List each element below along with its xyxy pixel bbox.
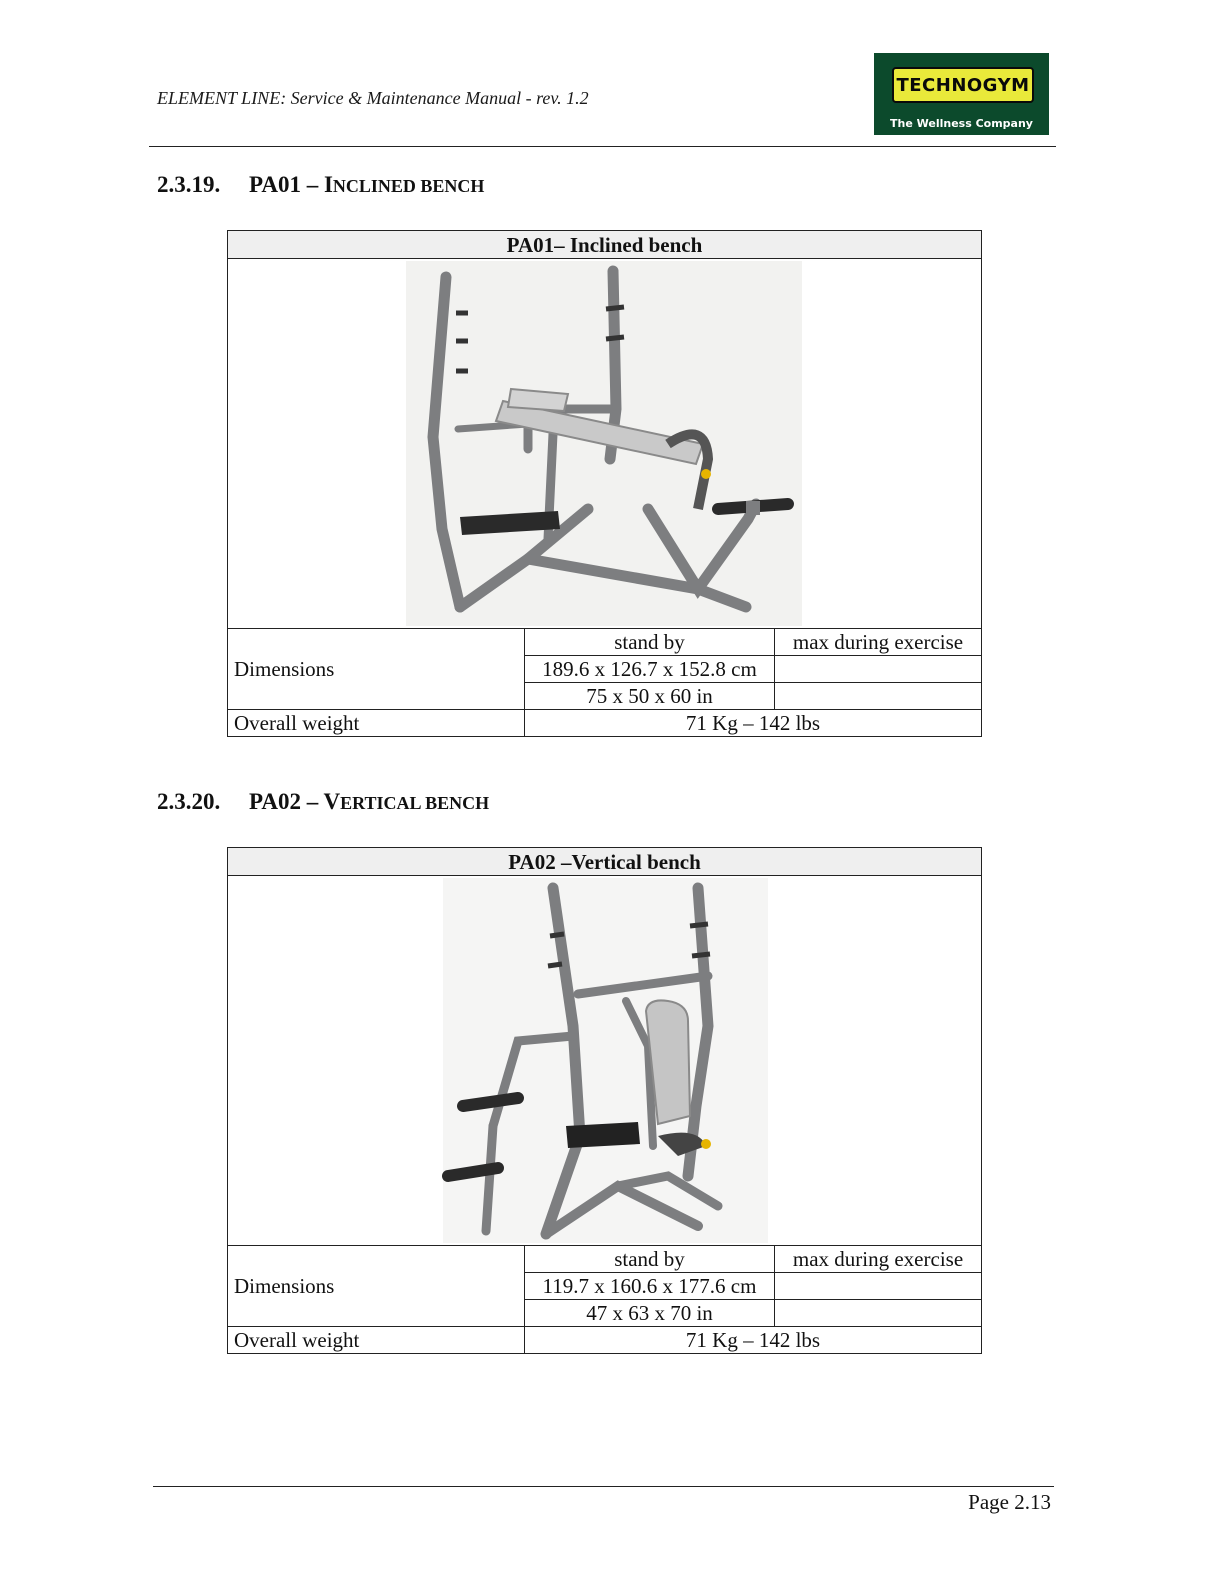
dimensions-label: Dimensions (228, 1246, 525, 1327)
weight-label: Overall weight (228, 710, 525, 737)
vertical-bench-illustration (228, 876, 980, 1245)
spec-table-pa01 (227, 230, 982, 737)
empty-cell (775, 656, 982, 683)
inclined-bench-illustration (228, 259, 980, 628)
header-divider (149, 146, 1056, 147)
col-standby-header: stand by (525, 1246, 775, 1273)
dimensions-cm-value: 119.7 x 160.6 x 177.6 cm (525, 1273, 775, 1300)
section-name-initial: V (323, 789, 341, 814)
section-heading-pa02 (157, 789, 489, 815)
technogym-logo (874, 53, 1049, 135)
table-title: PA02 –Vertical bench (228, 848, 982, 876)
footer-divider (153, 1486, 1054, 1487)
spec-table-pa02 (227, 847, 982, 1354)
col-max-header: max during exercise (775, 629, 982, 656)
section-name-initial: I (323, 172, 333, 197)
section-number: 2.3.20. (157, 789, 221, 814)
logo-wordmark: TECHNOGYM (892, 67, 1034, 103)
empty-cell (775, 683, 982, 710)
col-max-header: max during exercise (775, 1246, 982, 1273)
empty-cell (775, 1273, 982, 1300)
dimensions-cm-value: 189.6 x 126.7 x 152.8 cm (525, 656, 775, 683)
weight-value: 71 Kg – 142 lbs (525, 710, 982, 737)
weight-value: 71 Kg – 142 lbs (525, 1327, 982, 1354)
product-image-cell (228, 259, 982, 629)
dimensions-in-value: 47 x 63 x 70 in (525, 1300, 775, 1327)
dimensions-in-value: 75 x 50 x 60 in (525, 683, 775, 710)
section-code: PA02 – (249, 789, 324, 814)
section-name-rest: ERTICAL BENCH (340, 793, 490, 813)
empty-cell (775, 1300, 982, 1327)
weight-label: Overall weight (228, 1327, 525, 1354)
col-standby-header: stand by (525, 629, 775, 656)
section-heading-pa01 (157, 172, 484, 198)
dimensions-label: Dimensions (228, 629, 525, 710)
logo-tagline: The Wellness Company (890, 117, 1033, 130)
page-number: Page 2.13 (968, 1490, 1051, 1514)
section-code: PA01 – (249, 172, 324, 197)
table-title: PA01– Inclined bench (228, 231, 982, 259)
section-name-rest: NCLINED BENCH (332, 176, 485, 196)
manual-title: ELEMENT LINE: Service & Maintenance Manual - rev. 1.2 (157, 88, 589, 108)
section-number: 2.3.19. (157, 172, 221, 197)
product-image-cell (228, 876, 982, 1246)
